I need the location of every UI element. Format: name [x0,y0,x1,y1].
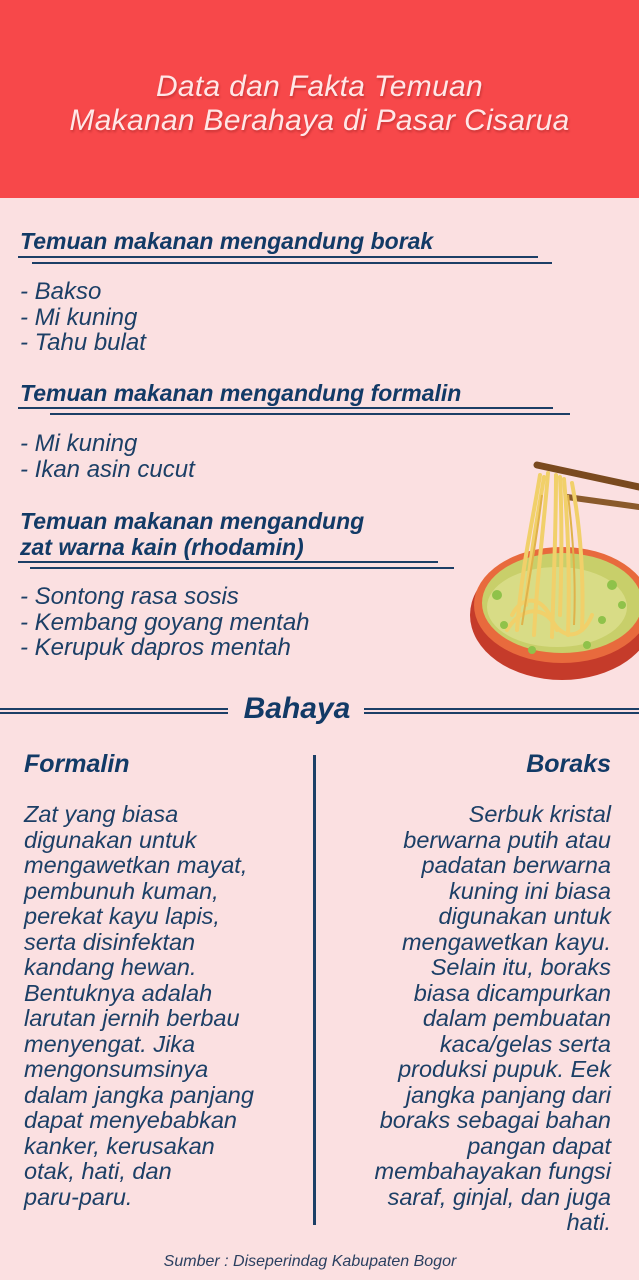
title-underline [50,413,570,415]
text-line: kandang hewan. [24,954,197,980]
section-title-borak [20,228,433,254]
page-title-line-1: Data dan Fakta Temuan [155,70,484,103]
list-item: - Kembang goyang mentah [20,608,310,636]
text-line: Zat yang biasa [24,801,179,827]
heading-rule-right [364,708,639,714]
section-title-line: Temuan makanan mengandung [20,508,365,534]
list-item: - Mi kuning [20,303,138,331]
list-formalin [20,431,195,482]
text-line: Serbuk kristal [468,801,611,827]
text-line: jangka panjang dari [405,1081,611,1108]
boraks-title: Boraks [526,750,611,778]
noodle-bowl-icon [462,455,639,705]
text-line: membahayakan fungsi [374,1158,611,1184]
title-underline [18,561,438,563]
formalin-title: Formalin [24,750,130,778]
text-line: dalam jangka panjang [24,1081,254,1108]
title-underline [30,567,454,569]
section-title-line: zat warna kain (rhodamin) [20,534,304,560]
text-line: paru-paru. [24,1183,133,1210]
formalin-description [24,802,254,1210]
text-line: mengonsumsinya [24,1056,209,1082]
section-title-rhodamin [20,508,364,560]
text-line: dapat menyebabkan [24,1107,237,1133]
text-line: hati. [566,1209,611,1235]
list-rhodamin [20,584,310,661]
column-divider [313,755,316,1225]
page-title-line-2: Makanan Berahaya di Pasar Cisarua [69,104,570,137]
text-line: saraf, ginjal, dan juga [387,1183,611,1210]
list-item: - Ikan asin cucut [20,455,195,483]
list-item: - Mi kuning [20,430,138,457]
text-line: digunakan untuk [438,903,611,929]
text-line: otak, hati, dan [24,1158,172,1184]
text-line: larutan jernih berbau [24,1005,240,1031]
text-line: kanker, kerusakan [24,1132,215,1159]
text-line: Selain itu, boraks [430,954,611,980]
text-line: biasa dicampurkan [413,979,611,1006]
text-line: boraks sebagai bahan [379,1107,611,1133]
text-line: digunakan untuk [24,826,197,853]
text-line: Bentuknya adalah [24,979,213,1006]
text-line: pembunuh kuman, [24,877,219,904]
section-title-line: Temuan makanan mengandung borak [20,228,434,254]
boraks-description [375,802,611,1236]
text-line: kuning ini biasa [449,877,611,904]
title-underline [32,262,552,264]
list-item: - Bakso [20,278,102,305]
list-item: - Tahu bulat [20,329,146,356]
title-underline [18,256,538,258]
text-line: produksi pupuk. Eek [398,1056,611,1082]
list-item: - Sontong rasa sosis [20,583,239,610]
text-line: pangan dapat [467,1132,611,1159]
text-line: padatan berwarna [421,852,611,878]
page-title [0,70,639,138]
text-line: mengawetkan mayat, [24,852,248,878]
text-line: menyengat. Jika [24,1030,196,1057]
text-line: dalam pembuatan [422,1005,611,1031]
text-line: serta disinfektan [24,928,196,955]
header-banner [0,0,639,198]
text-line: kaca/gelas serta [439,1030,611,1057]
text-line: perekat kayu lapis, [24,903,220,929]
text-line: mengawetkan kayu. [401,928,611,955]
source-credit: Sumber : Diseperindag Kabupaten Bogor [163,1253,457,1270]
bahaya-heading: Bahaya [243,692,351,725]
list-item: - Kerupuk dapros mentah [20,634,291,661]
bahaya-heading-row [0,690,639,730]
title-underline [18,407,553,409]
section-title-formalin [20,380,461,406]
section-title-line: Temuan makanan mengandung formalin [20,380,462,406]
list-borak [20,279,146,356]
text-line: berwarna putih atau [403,826,611,853]
